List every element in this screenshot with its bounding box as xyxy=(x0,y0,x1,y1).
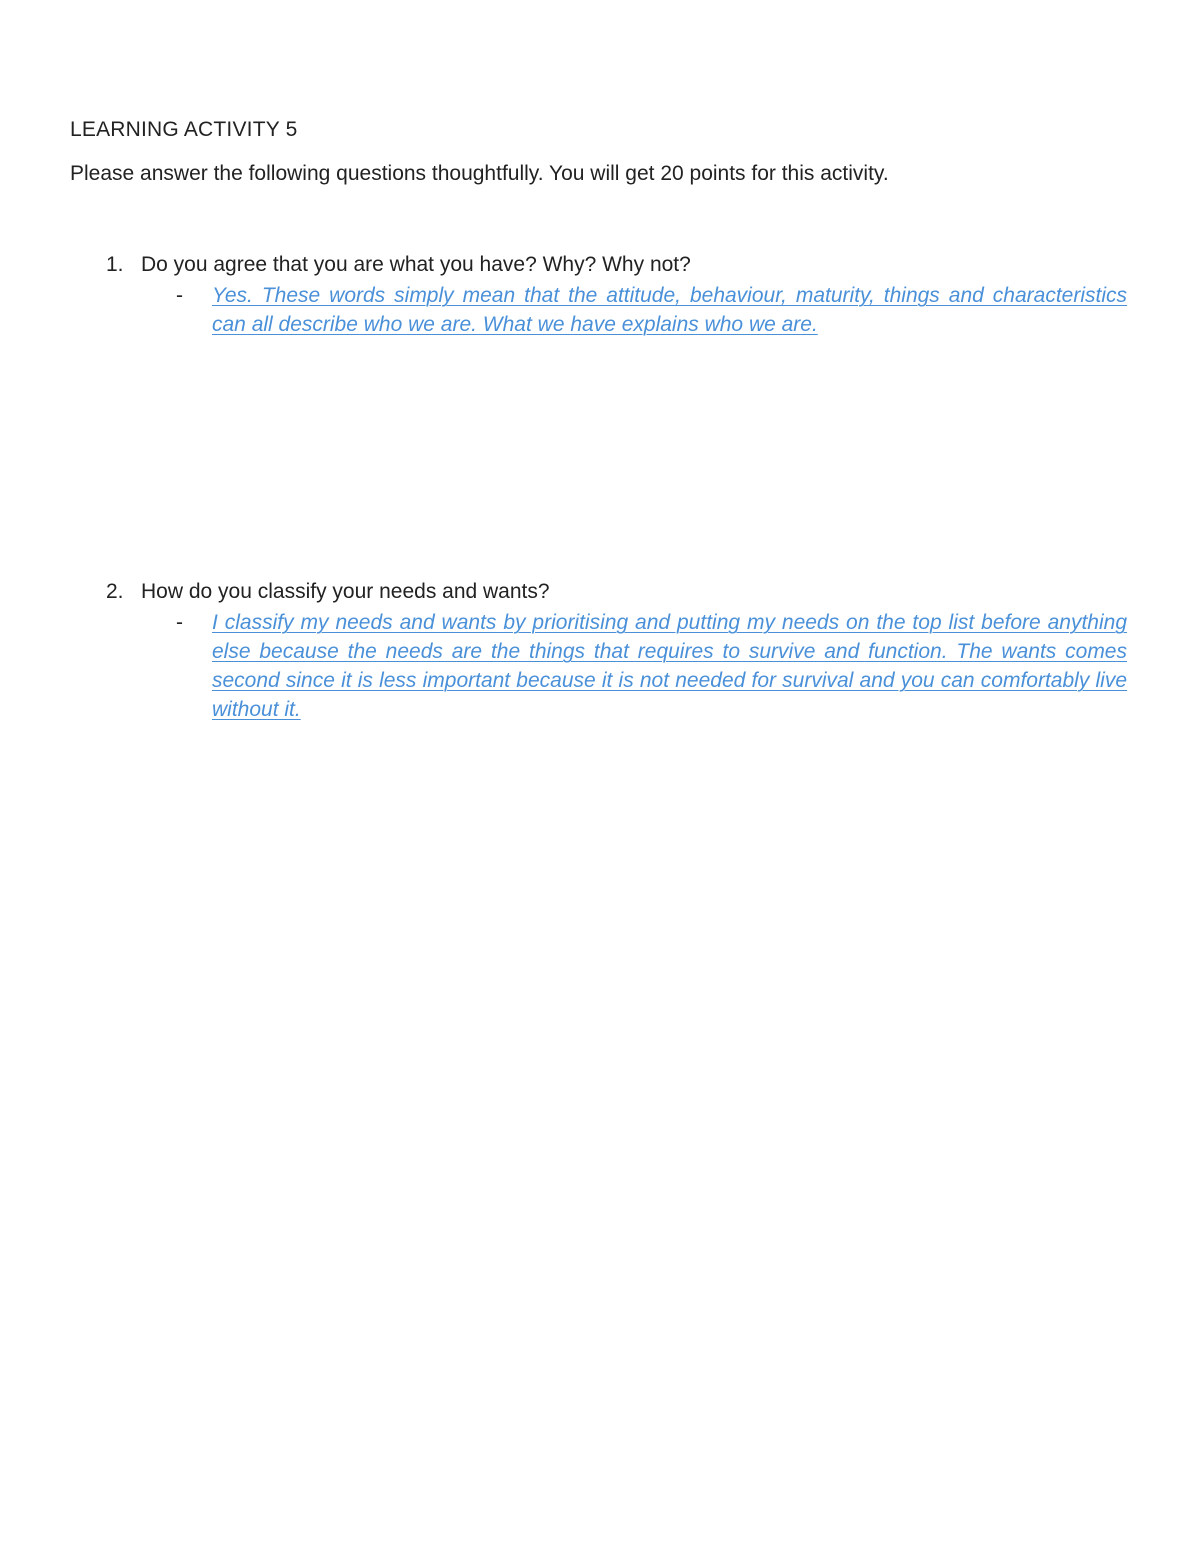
question-number: 2. xyxy=(106,580,124,603)
answer-bullet: - xyxy=(176,611,183,634)
answer-bullet: - xyxy=(176,284,183,307)
answer-text: Yes. These words simply mean that the attitude, behaviour, maturity, things and characteristics can all describe who we are. What we have explains who we are. xyxy=(212,284,1127,336)
answer-text: I classify my needs and wants by prioritising and putting my needs on the top list before anything else because the needs are the things that requires to survive and function. The wants comes second since it is less important because it is not needed for survival and you can comfortably live without it. xyxy=(212,611,1127,721)
question-number: 1. xyxy=(106,253,124,276)
activity-instructions: Please answer the following questions thoughtfully. You will get 20 points for this activity. xyxy=(70,162,889,185)
activity-title: LEARNING ACTIVITY 5 xyxy=(70,118,298,141)
question-text: How do you classify your needs and wants? xyxy=(141,580,550,603)
question-text: Do you agree that you are what you have? Why? Why not? xyxy=(141,253,691,276)
